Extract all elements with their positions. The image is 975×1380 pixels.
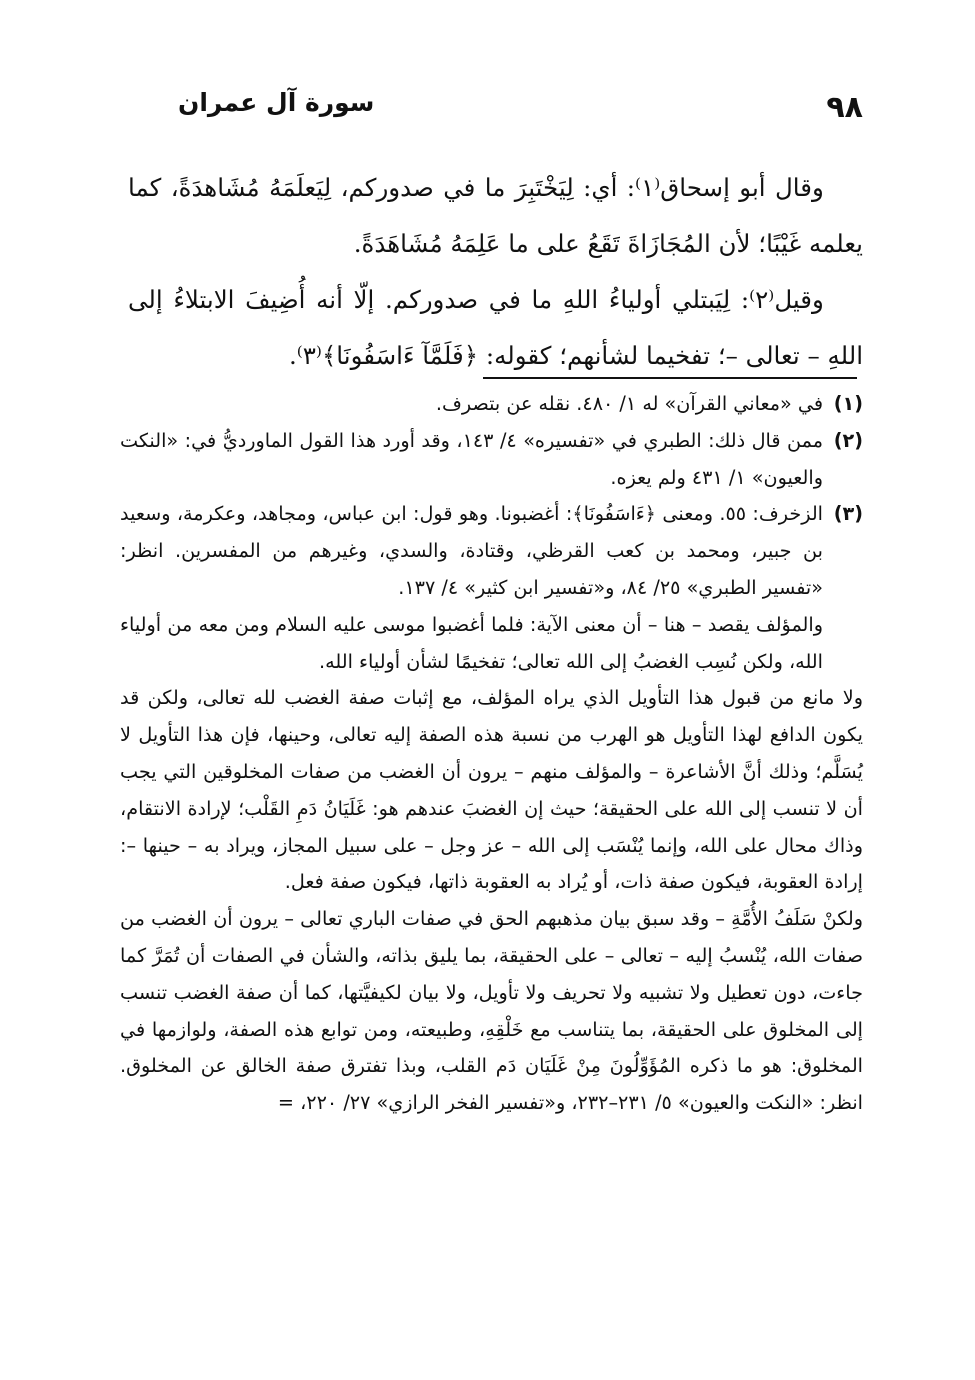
footnote-2	[120, 423, 863, 497]
footnote-text: في «معاني القرآن» له ١/ ٤٨٠. نقله عن بتصرف.	[435, 392, 823, 415]
main-paragraph: وقال أبو إسحاق⁽١⁾: أي: لِيَخْتَبِرَ ما في صدوركم، لِيَعلَمَهُ مُشَاهدَةً، كما يعلمه غَيْبًا؛ لأن المُجَازَاةَ تَقَعُ على ما عَلِمَهُ مُشَاهَدَةً.	[128, 173, 863, 258]
footnote-3	[120, 496, 863, 680]
footnote-number: (١)	[833, 392, 863, 415]
footnote-1	[120, 386, 863, 423]
page-number: ٩٨	[826, 90, 863, 125]
footnote-text: ممن قال ذلك: الطبري في «تفسيره» ٤/ ١٤٣، وقد أورد هذا القول الماورديُّ في: «النكت والعيون» ١/ ٤٣١ ولم يعزه.	[120, 428, 823, 489]
surah-title: سورة آل عمران	[178, 88, 375, 117]
footnote-number: (٢)	[833, 428, 863, 452]
footnote-continuation: ولكنْ سَلَفُ الأُمَّةِ – وقد سبق بيان مذهبهم الحق في صفات الباري تعالى – يرون أن الغضب من صفات الله، يُنْسبُ إليه – تعالى – على الحقيقة، بما يليق بذاته، والشأن في الصفات أن تُمَرَّ كما جاءت، دون تعطيل ولا تشبيه ولا تحريف ولا تأويل، ولا بيان لكيفيَّتها، كما أن صفة الغضب تنسب إلى المخلوق على الحقيقة، بما يتناسب مع خَلْقِهِ، وطبيعته، ومن توابع هذه الصفة، ولوازمها في المخلوق: هو ما ذكره المُؤَوِّلُونَ مِنْ غَلَيَان دَم القلب، وبذا تفترق صفة الخالق عن المخلوق. انظر: «النكت والعيون» ٥/ ٢٣١–٢٣٢، و«تفسير الفخر الرازي» ٢٧/ ٢٢٠، =	[120, 907, 863, 1115]
footnote-text: الزخرف: ٥٥. ومعنى ﴿ءَاسَفُونَا﴾: أغضبونا. وهو قول: ابن عباس، ومجاهد، وعكرمة، وسعيد بن جبير، ومحمد بن كعب القرظي، وقتادة، والسدي، وغيرهم من المفسرين. انظر: «تفسير الطبري» ٢٥/ ٨٤، و«تفسير ابن كثير» ٤/ ١٣٧.	[120, 502, 823, 599]
footnote-text: والمؤلف يقصد – هنا – أن معنى الآية: فلما أغضبوا موسى عليه السلام ومن معه من أولياء الله، ولكن نُسِب الغضبُ إلى الله تعالى؛ تفخيمًا لشأن أولياء الله.	[120, 612, 823, 673]
page-header	[118, 82, 863, 132]
main-text	[128, 160, 863, 384]
footnote-divider	[483, 377, 857, 379]
footnote-number: (٣)	[833, 502, 863, 526]
footnotes	[120, 386, 863, 1122]
main-paragraph: وقيل⁽٢⁾: لِيَبتلي أولياءُ اللهِ ما في صدوركم. إلّا أنه أُضِيفَ الابتلاءُ إلى اللهِ – تعالى –؛ تفخيما لشأنهم؛ كقوله: ﴿فَلَمَّآ ءَاسَفُونَا﴾⁽٣⁾.	[128, 285, 863, 370]
footnote-continuation: ولا مانع من قبول هذا التأويل الذي يراه المؤلف، مع إثبات صفة الغضب لله تعالى، ولكن قد يكون الدافع لهذا التأويل هو الهرب من نسبة هذه الصفة إليه تعالى، وحينها، فإن هذا التأويل لا يُسَلَّم؛ وذلك أنَّ الأشاعرة – والمؤلف منهم – يرون أن الغضب من صفات المخلوقين التي يجب أن لا تنسب إلى الله على الحقيقة؛ حيث إن الغضبَ عندهم هو: غَلَيَانُ دَمِ القَلْب؛ لإرادة الانتقام، وذاك محال على الله، وإنما يُنْسَب إلى الله – عز وجل – على سبيل المجاز، ويراد به – حينها –: إرادة العقوبة، فيكون صفة ذات، أو يُراد به العقوبة ذاتها، فيكون صفة فعل.	[120, 686, 863, 894]
